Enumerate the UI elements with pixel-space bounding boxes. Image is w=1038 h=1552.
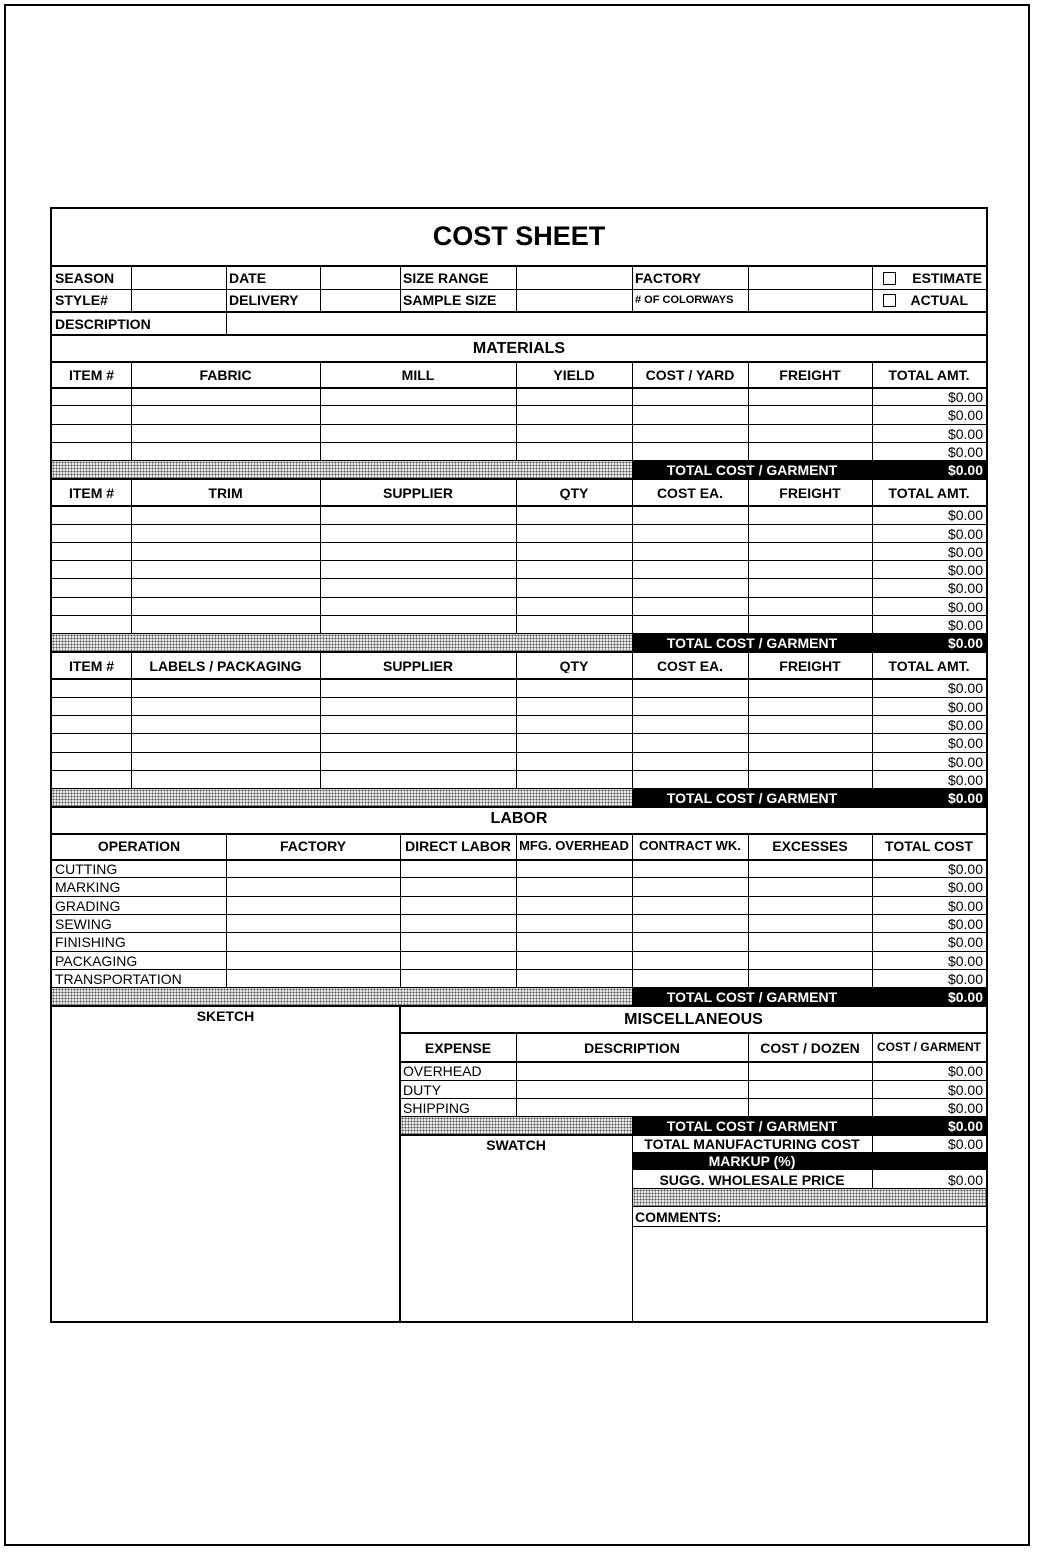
trim-cell[interactable]: [321, 525, 516, 542]
trim-row-total: $0.00: [947, 563, 983, 578]
trim-cell[interactable]: [53, 525, 131, 542]
labels-row-total: $0.00: [947, 772, 983, 787]
comments-label: COMMENTS:: [635, 1210, 722, 1225]
labels-cell[interactable]: [749, 716, 872, 733]
trim-cell[interactable]: [132, 506, 320, 523]
labor-cell[interactable]: [227, 897, 400, 914]
labels-header-0: ITEM #: [68, 659, 115, 674]
labor-cell[interactable]: [749, 970, 872, 987]
actual-checkbox[interactable]: [883, 294, 896, 307]
size-range-field[interactable]: [517, 267, 632, 289]
labor-cell[interactable]: [401, 878, 516, 895]
trim-cell[interactable]: [633, 598, 748, 615]
trim-garment-label: TOTAL COST / GARMENT: [666, 635, 838, 652]
markup-label: MARKUP (%): [708, 1153, 796, 1170]
labels-cell[interactable]: [53, 679, 131, 696]
labor-cell[interactable]: [749, 897, 872, 914]
labor-cell[interactable]: [517, 952, 632, 969]
trim-cell[interactable]: [53, 579, 131, 596]
labor-cell[interactable]: [633, 897, 748, 914]
fabric-garment-total: $0.00: [947, 462, 983, 479]
fabric-header-3: YIELD: [553, 368, 595, 382]
summary-shaded-band: [633, 1189, 986, 1206]
fabric-cell[interactable]: [749, 406, 872, 423]
misc-header-1: DESCRIPTION: [584, 1041, 680, 1056]
trim-cell[interactable]: [749, 525, 872, 542]
misc-description-cell[interactable]: [517, 1081, 748, 1098]
estimate-label: ESTIMATE: [912, 271, 982, 285]
trim-cell[interactable]: [633, 543, 748, 560]
labels-row-total: $0.00: [947, 681, 983, 696]
labor-operation: GRADING: [55, 898, 121, 913]
fabric-row-total: $0.00: [947, 444, 983, 459]
trim-garment-total: $0.00: [947, 635, 983, 652]
misc-shaded-band: [401, 1117, 632, 1134]
labor-cell[interactable]: [227, 878, 400, 895]
labels-row-total: $0.00: [947, 699, 983, 714]
labor-operation: CUTTING: [55, 862, 118, 877]
fabric-cell[interactable]: [132, 388, 320, 405]
trim-cell[interactable]: [749, 506, 872, 523]
labels-cell[interactable]: [517, 734, 632, 751]
labor-cell[interactable]: [227, 970, 400, 987]
fabric-header-6: TOTAL AMT.: [888, 368, 970, 382]
labels-header-5: FREIGHT: [779, 659, 841, 674]
labels-cell[interactable]: [321, 716, 516, 733]
sample-size-field[interactable]: [517, 290, 632, 311]
trim-cell[interactable]: [633, 506, 748, 523]
labels-cell[interactable]: [132, 716, 320, 733]
fabric-header-2: MILL: [401, 368, 435, 382]
labels-header-4: COST EA.: [656, 659, 724, 674]
labor-garment-total-bar: [632, 988, 986, 1005]
trim-cell[interactable]: [517, 561, 632, 578]
labels-cell[interactable]: [321, 698, 516, 715]
labor-cell[interactable]: [227, 915, 400, 932]
misc-header-0: EXPENSE: [424, 1041, 492, 1056]
labels-cell[interactable]: [53, 716, 131, 733]
labor-cell[interactable]: [749, 878, 872, 895]
trim-header-3: QTY: [559, 486, 589, 501]
fabric-cell[interactable]: [321, 443, 516, 460]
labels-cell[interactable]: [633, 771, 748, 788]
labor-cell[interactable]: [749, 933, 872, 950]
labor-cell[interactable]: [749, 952, 872, 969]
trim-cell[interactable]: [53, 506, 131, 523]
fabric-cell[interactable]: [132, 443, 320, 460]
trim-cell[interactable]: [749, 598, 872, 615]
labels-cell[interactable]: [517, 679, 632, 696]
labels-header-6: TOTAL AMT.: [888, 659, 970, 674]
fabric-cell[interactable]: [53, 388, 131, 405]
fabric-cell[interactable]: [53, 443, 131, 460]
trim-cell[interactable]: [749, 616, 872, 633]
misc-row-total: $0.00: [947, 1082, 983, 1097]
misc-description-cell[interactable]: [517, 1099, 748, 1116]
labels-shaded-band: [52, 789, 632, 806]
swatch-area[interactable]: [401, 1154, 632, 1321]
labor-cell[interactable]: [401, 952, 516, 969]
description-field[interactable]: [227, 313, 986, 334]
labels-cell[interactable]: [132, 679, 320, 696]
labels-row-total: $0.00: [947, 736, 983, 751]
fabric-cell[interactable]: [517, 425, 632, 442]
fabric-cell[interactable]: [633, 406, 748, 423]
labor-cell[interactable]: [401, 897, 516, 914]
labor-cell[interactable]: [227, 952, 400, 969]
labels-cell[interactable]: [321, 771, 516, 788]
fabric-cell[interactable]: [517, 388, 632, 405]
trim-cell[interactable]: [321, 506, 516, 523]
labels-cell[interactable]: [633, 753, 748, 770]
misc-garment-label: TOTAL COST / GARMENT: [666, 1118, 838, 1135]
trim-row-total: $0.00: [947, 544, 983, 559]
trim-cell[interactable]: [321, 543, 516, 560]
sketch-area[interactable]: [52, 1026, 399, 1321]
labor-row-total: $0.00: [947, 971, 983, 986]
trim-header-5: FREIGHT: [779, 486, 841, 501]
fabric-row-total: $0.00: [947, 408, 983, 423]
labor-row-total: $0.00: [947, 862, 983, 877]
labor-cell[interactable]: [517, 970, 632, 987]
trim-garment-total-bar: [632, 634, 986, 651]
colorways-field[interactable]: [749, 290, 872, 311]
labels-cell[interactable]: [132, 734, 320, 751]
labels-cell[interactable]: [633, 734, 748, 751]
labor-cell[interactable]: [227, 860, 400, 877]
fabric-row-total: $0.00: [947, 390, 983, 404]
factory-field[interactable]: [749, 267, 872, 289]
labor-cell[interactable]: [633, 860, 748, 877]
labor-cell[interactable]: [227, 933, 400, 950]
trim-cell[interactable]: [132, 561, 320, 578]
wholesale-price-value: $0.00: [947, 1173, 983, 1188]
trim-cell[interactable]: [517, 616, 632, 633]
labels-header-1: LABELS / PACKAGING: [149, 659, 302, 674]
labels-row-total: $0.00: [947, 754, 983, 769]
trim-cell[interactable]: [53, 561, 131, 578]
factory-label: FACTORY: [635, 271, 702, 285]
fabric-cell[interactable]: [633, 388, 748, 405]
sample-size-label: SAMPLE SIZE: [403, 293, 497, 307]
labels-cell[interactable]: [517, 698, 632, 715]
labels-garment-total-bar: [632, 789, 986, 806]
page-title: COST SHEET: [432, 223, 606, 250]
trim-cell[interactable]: [321, 616, 516, 633]
trim-header-2: SUPPLIER: [382, 486, 453, 501]
delivery-field[interactable]: [321, 290, 400, 311]
fabric-garment-total-bar: [632, 461, 986, 478]
labor-cell[interactable]: [517, 897, 632, 914]
markup-bar: [632, 1152, 986, 1170]
labor-garment-total: $0.00: [947, 989, 983, 1006]
labels-cell[interactable]: [53, 734, 131, 751]
labor-garment-label: TOTAL COST / GARMENT: [666, 989, 838, 1006]
labor-cell[interactable]: [401, 970, 516, 987]
fabric-cell[interactable]: [132, 406, 320, 423]
trim-row-total: $0.00: [947, 618, 983, 632]
labels-cell[interactable]: [749, 698, 872, 715]
fabric-header-0: ITEM #: [68, 368, 115, 382]
fabric-header-1: FABRIC: [199, 368, 252, 382]
labels-cell[interactable]: [749, 753, 872, 770]
labels-row-total: $0.00: [947, 717, 983, 732]
actual-label: ACTUAL: [910, 293, 968, 307]
labor-title: LABOR: [490, 811, 548, 828]
labor-cell[interactable]: [401, 915, 516, 932]
misc-expense: DUTY: [403, 1082, 442, 1097]
fabric-cell[interactable]: [633, 443, 748, 460]
labor-row-total: $0.00: [947, 953, 983, 968]
labels-cell[interactable]: [517, 753, 632, 770]
fabric-cell[interactable]: [633, 425, 748, 442]
trim-cell[interactable]: [132, 525, 320, 542]
labor-header-1: FACTORY: [279, 839, 347, 854]
labels-cell[interactable]: [53, 771, 131, 788]
labels-cell[interactable]: [132, 771, 320, 788]
labels-garment-label: TOTAL COST / GARMENT: [666, 790, 838, 807]
misc-expense: SHIPPING: [403, 1100, 470, 1115]
labor-cell[interactable]: [633, 915, 748, 932]
trim-row-total: $0.00: [947, 581, 983, 596]
trim-header-6: TOTAL AMT.: [888, 486, 970, 501]
labels-cell[interactable]: [132, 698, 320, 715]
labels-cell[interactable]: [53, 753, 131, 770]
labor-operation: TRANSPORTATION: [55, 971, 182, 986]
labor-cell[interactable]: [401, 860, 516, 877]
trim-cell[interactable]: [132, 579, 320, 596]
labor-cell[interactable]: [633, 933, 748, 950]
labor-operation: FINISHING: [55, 935, 126, 950]
trim-cell[interactable]: [517, 506, 632, 523]
fabric-cell[interactable]: [321, 406, 516, 423]
misc-dozen-cell[interactable]: [749, 1099, 872, 1116]
trim-cell[interactable]: [517, 525, 632, 542]
trim-cell[interactable]: [749, 579, 872, 596]
trim-header-1: TRIM: [208, 486, 243, 501]
trim-cell[interactable]: [321, 579, 516, 596]
trim-row-total: $0.00: [947, 508, 983, 523]
trim-header-4: COST EA.: [656, 486, 724, 501]
labels-cell[interactable]: [749, 771, 872, 788]
wholesale-price-label: SUGG. WHOLESALE PRICE: [659, 1173, 845, 1188]
labor-cell[interactable]: [401, 933, 516, 950]
trim-cell[interactable]: [132, 616, 320, 633]
labor-cell[interactable]: [633, 878, 748, 895]
labor-header-4: CONTRACT WK.: [639, 839, 741, 853]
fabric-cell[interactable]: [517, 406, 632, 423]
labels-cell[interactable]: [53, 698, 131, 715]
misc-title: MISCELLANEOUS: [624, 1012, 763, 1029]
fabric-cell[interactable]: [132, 425, 320, 442]
misc-description-cell[interactable]: [517, 1062, 748, 1079]
fabric-header-4: COST / YARD: [645, 368, 735, 382]
labor-header-0: OPERATION: [97, 839, 181, 854]
misc-dozen-cell[interactable]: [749, 1081, 872, 1098]
labor-row-total: $0.00: [947, 880, 983, 895]
labels-header-3: QTY: [559, 659, 589, 674]
trim-cell[interactable]: [633, 579, 748, 596]
description-label: DESCRIPTION: [55, 317, 151, 331]
size-range-label: SIZE RANGE: [403, 271, 489, 285]
trim-cell[interactable]: [132, 598, 320, 615]
style-field[interactable]: [132, 290, 226, 311]
labels-cell[interactable]: [633, 716, 748, 733]
season-field[interactable]: [132, 267, 226, 289]
labels-cell[interactable]: [321, 679, 516, 696]
misc-garment-total-bar: [632, 1117, 986, 1134]
trim-cell[interactable]: [749, 543, 872, 560]
trim-cell[interactable]: [132, 543, 320, 560]
fabric-header-5: FREIGHT: [779, 368, 841, 382]
labor-operation: MARKING: [55, 880, 121, 895]
sketch-label: SKETCH: [196, 1009, 255, 1024]
trim-cell[interactable]: [633, 525, 748, 542]
style-label: STYLE#: [55, 293, 108, 307]
labor-row-total: $0.00: [947, 917, 983, 931]
fabric-shaded-band: [52, 461, 632, 478]
trim-cell[interactable]: [321, 561, 516, 578]
labor-header-3: MFG. OVERHEAD: [519, 839, 629, 853]
fabric-cell[interactable]: [321, 425, 516, 442]
delivery-label: DELIVERY: [229, 293, 299, 307]
labels-cell[interactable]: [633, 698, 748, 715]
trim-cell[interactable]: [53, 616, 131, 633]
manufacturing-cost-value: $0.00: [947, 1137, 983, 1152]
materials-title: MATERIALS: [472, 341, 566, 357]
comments-area[interactable]: [633, 1227, 986, 1321]
fabric-cell[interactable]: [53, 425, 131, 442]
fabric-garment-label: TOTAL COST / GARMENT: [666, 462, 838, 479]
labor-cell[interactable]: [633, 952, 748, 969]
misc-garment-total: $0.00: [947, 1118, 983, 1135]
fabric-cell[interactable]: [749, 425, 872, 442]
trim-cell[interactable]: [749, 561, 872, 578]
trim-cell[interactable]: [53, 543, 131, 560]
trim-row-total: $0.00: [947, 526, 983, 541]
trim-cell[interactable]: [517, 543, 632, 560]
labor-cell[interactable]: [517, 878, 632, 895]
labels-cell[interactable]: [517, 716, 632, 733]
labor-shaded-band: [52, 988, 632, 1005]
trim-shaded-band: [52, 634, 632, 651]
trim-header-0: ITEM #: [68, 486, 115, 501]
labor-cell[interactable]: [517, 860, 632, 877]
swatch-label: SWATCH: [486, 1138, 546, 1153]
labels-cell[interactable]: [633, 679, 748, 696]
labor-operation: SEWING: [55, 917, 112, 931]
labor-cell[interactable]: [633, 970, 748, 987]
cost-sheet: [50, 207, 988, 1323]
trim-cell[interactable]: [321, 598, 516, 615]
date-field[interactable]: [321, 267, 400, 289]
misc-header-3: COST / GARMENT: [877, 1041, 981, 1054]
labels-cell[interactable]: [321, 753, 516, 770]
labor-header-5: EXCESSES: [772, 839, 848, 854]
fabric-row-total: $0.00: [947, 426, 983, 441]
fabric-cell[interactable]: [321, 388, 516, 405]
fabric-cell[interactable]: [517, 443, 632, 460]
labor-row-total: $0.00: [947, 898, 983, 913]
fabric-cell[interactable]: [53, 406, 131, 423]
labor-cell[interactable]: [517, 933, 632, 950]
estimate-checkbox[interactable]: [883, 272, 896, 285]
trim-cell[interactable]: [633, 561, 748, 578]
misc-row-total: $0.00: [947, 1100, 983, 1115]
labor-cell[interactable]: [749, 915, 872, 932]
labels-header-2: SUPPLIER: [382, 659, 453, 674]
trim-cell[interactable]: [517, 598, 632, 615]
manufacturing-cost-label: TOTAL MANUFACTURING COST: [644, 1137, 860, 1152]
labels-cell[interactable]: [749, 734, 872, 751]
colorways-label: # OF COLORWAYS: [635, 295, 734, 306]
misc-expense: OVERHEAD: [403, 1064, 482, 1079]
trim-cell[interactable]: [53, 598, 131, 615]
labor-header-6: TOTAL COST: [885, 839, 973, 854]
labor-cell[interactable]: [749, 860, 872, 877]
labor-header-2: DIRECT LABOR: [405, 839, 511, 854]
labels-garment-total: $0.00: [947, 790, 983, 807]
trim-cell[interactable]: [517, 579, 632, 596]
trim-row-total: $0.00: [947, 599, 983, 614]
misc-dozen-cell[interactable]: [749, 1062, 872, 1079]
labor-cell[interactable]: [517, 915, 632, 932]
labor-row-total: $0.00: [947, 935, 983, 950]
season-label: SEASON: [55, 271, 115, 285]
date-label: DATE: [229, 271, 267, 285]
labels-cell[interactable]: [517, 771, 632, 788]
misc-header-2: COST / DOZEN: [760, 1041, 860, 1056]
fabric-cell[interactable]: [749, 443, 872, 460]
labels-cell[interactable]: [132, 753, 320, 770]
fabric-cell[interactable]: [749, 388, 872, 405]
misc-row-total: $0.00: [947, 1064, 983, 1079]
labor-operation: PACKAGING: [55, 953, 138, 968]
labels-cell[interactable]: [321, 734, 516, 751]
trim-cell[interactable]: [633, 616, 748, 633]
labels-cell[interactable]: [749, 679, 872, 696]
